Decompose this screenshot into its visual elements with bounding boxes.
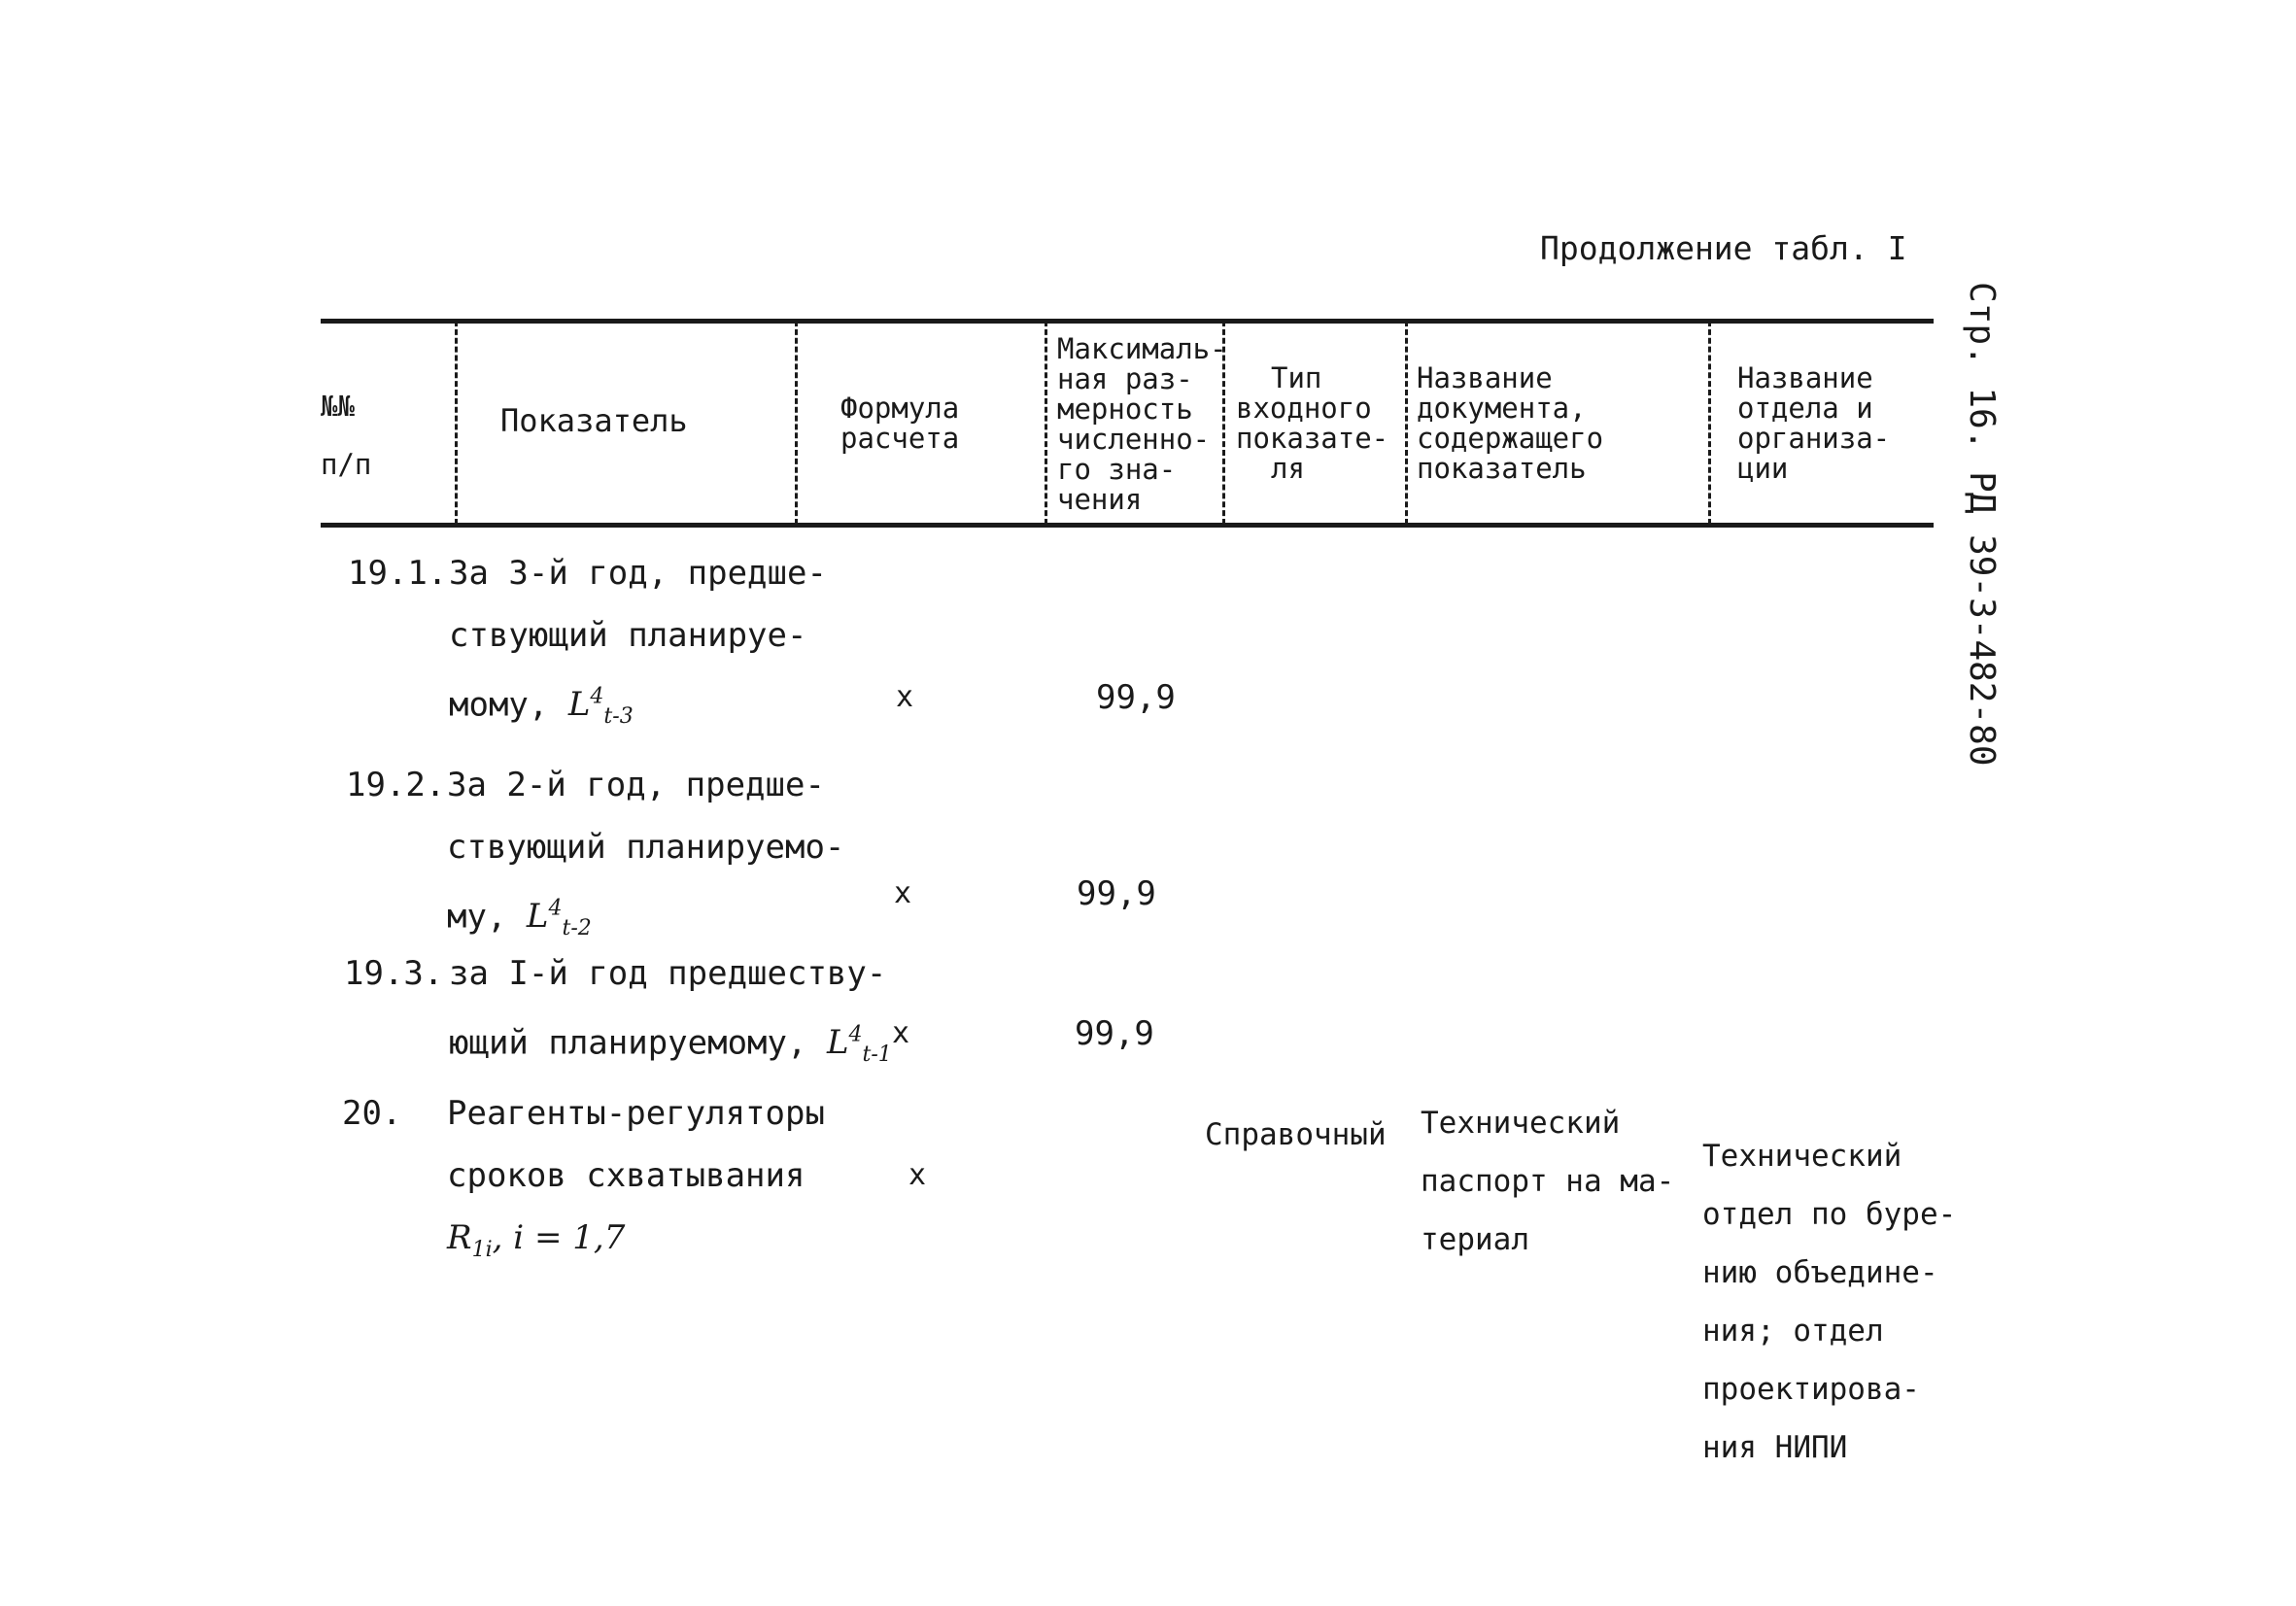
header-separator [1405, 321, 1408, 525]
formula-value: x [908, 1158, 927, 1192]
max-dimension-value: 99,9 [1077, 874, 1156, 913]
formula-value: x [894, 876, 912, 910]
header-num: №№ п/п [321, 390, 372, 481]
header-department-name: Название отдела и организа- ции [1737, 361, 1891, 485]
formula-variable: $L^4_{t-2}$ [526, 897, 592, 941]
formula-value: x [896, 680, 914, 714]
page-side-label: Стр. 16. РД 39-3-482-80 [1962, 282, 2002, 767]
header-max-dimension: Максималь- ная раз- мерность численно- го зна- чения [1057, 332, 1227, 516]
header-separator [1708, 321, 1711, 525]
header-separator [455, 321, 458, 525]
formula-value: x [892, 1016, 910, 1050]
header-input-type: Тип входного показате- ля [1236, 361, 1389, 485]
row-indicator-text: за I-й год предшеству- ющий планируемому, $L^4_{t-1}$ [449, 954, 892, 1068]
formula-variable: $L^4_{t-3}$ [567, 685, 634, 730]
header-separator [795, 321, 798, 525]
continuation-label: Продолжение табл. I [1540, 229, 1907, 267]
table-header-bottom-rule [321, 523, 1934, 528]
header-separator [1045, 321, 1047, 525]
header-document-name: Название документа, содержащего показатель [1417, 361, 1604, 485]
header-indicator: Показатель [500, 402, 688, 439]
max-dimension-value: 99,9 [1096, 678, 1176, 717]
row-number: 20. [342, 1094, 402, 1133]
row-indicator-text: За 2-й год, предше- ствующий планируемо- му, $L^4_{t-2}$ [447, 766, 845, 941]
header-formula: Формула расчета [840, 392, 960, 455]
input-type-value: Справочный [1205, 1117, 1387, 1152]
max-dimension-value: 99,9 [1075, 1014, 1154, 1053]
table-top-rule [321, 319, 1934, 324]
row-number: 19.1. [348, 554, 448, 593]
document-name-value: Технический паспорт на ма- териал [1421, 1106, 1675, 1257]
department-name-value: Технический отдел по буре- нию объедине- ния; отдел проектирова- ния НИПИ [1702, 1139, 1957, 1465]
row-indicator-text: Реагенты-регуляторы сроков схватывания $R_{1i}$, i = 1,7 [447, 1094, 825, 1262]
row-indicator-text: За 3-й год, предше- ствующий планируе- мому, $L^4_{t-3}$ [449, 554, 827, 730]
row-number: 19.2. [346, 766, 446, 804]
formula-variable: $R_{1i}$, i = 1,7 [447, 1218, 626, 1262]
row-number: 19.3. [344, 954, 444, 993]
formula-variable: $L^4_{t-1}$ [826, 1023, 892, 1068]
